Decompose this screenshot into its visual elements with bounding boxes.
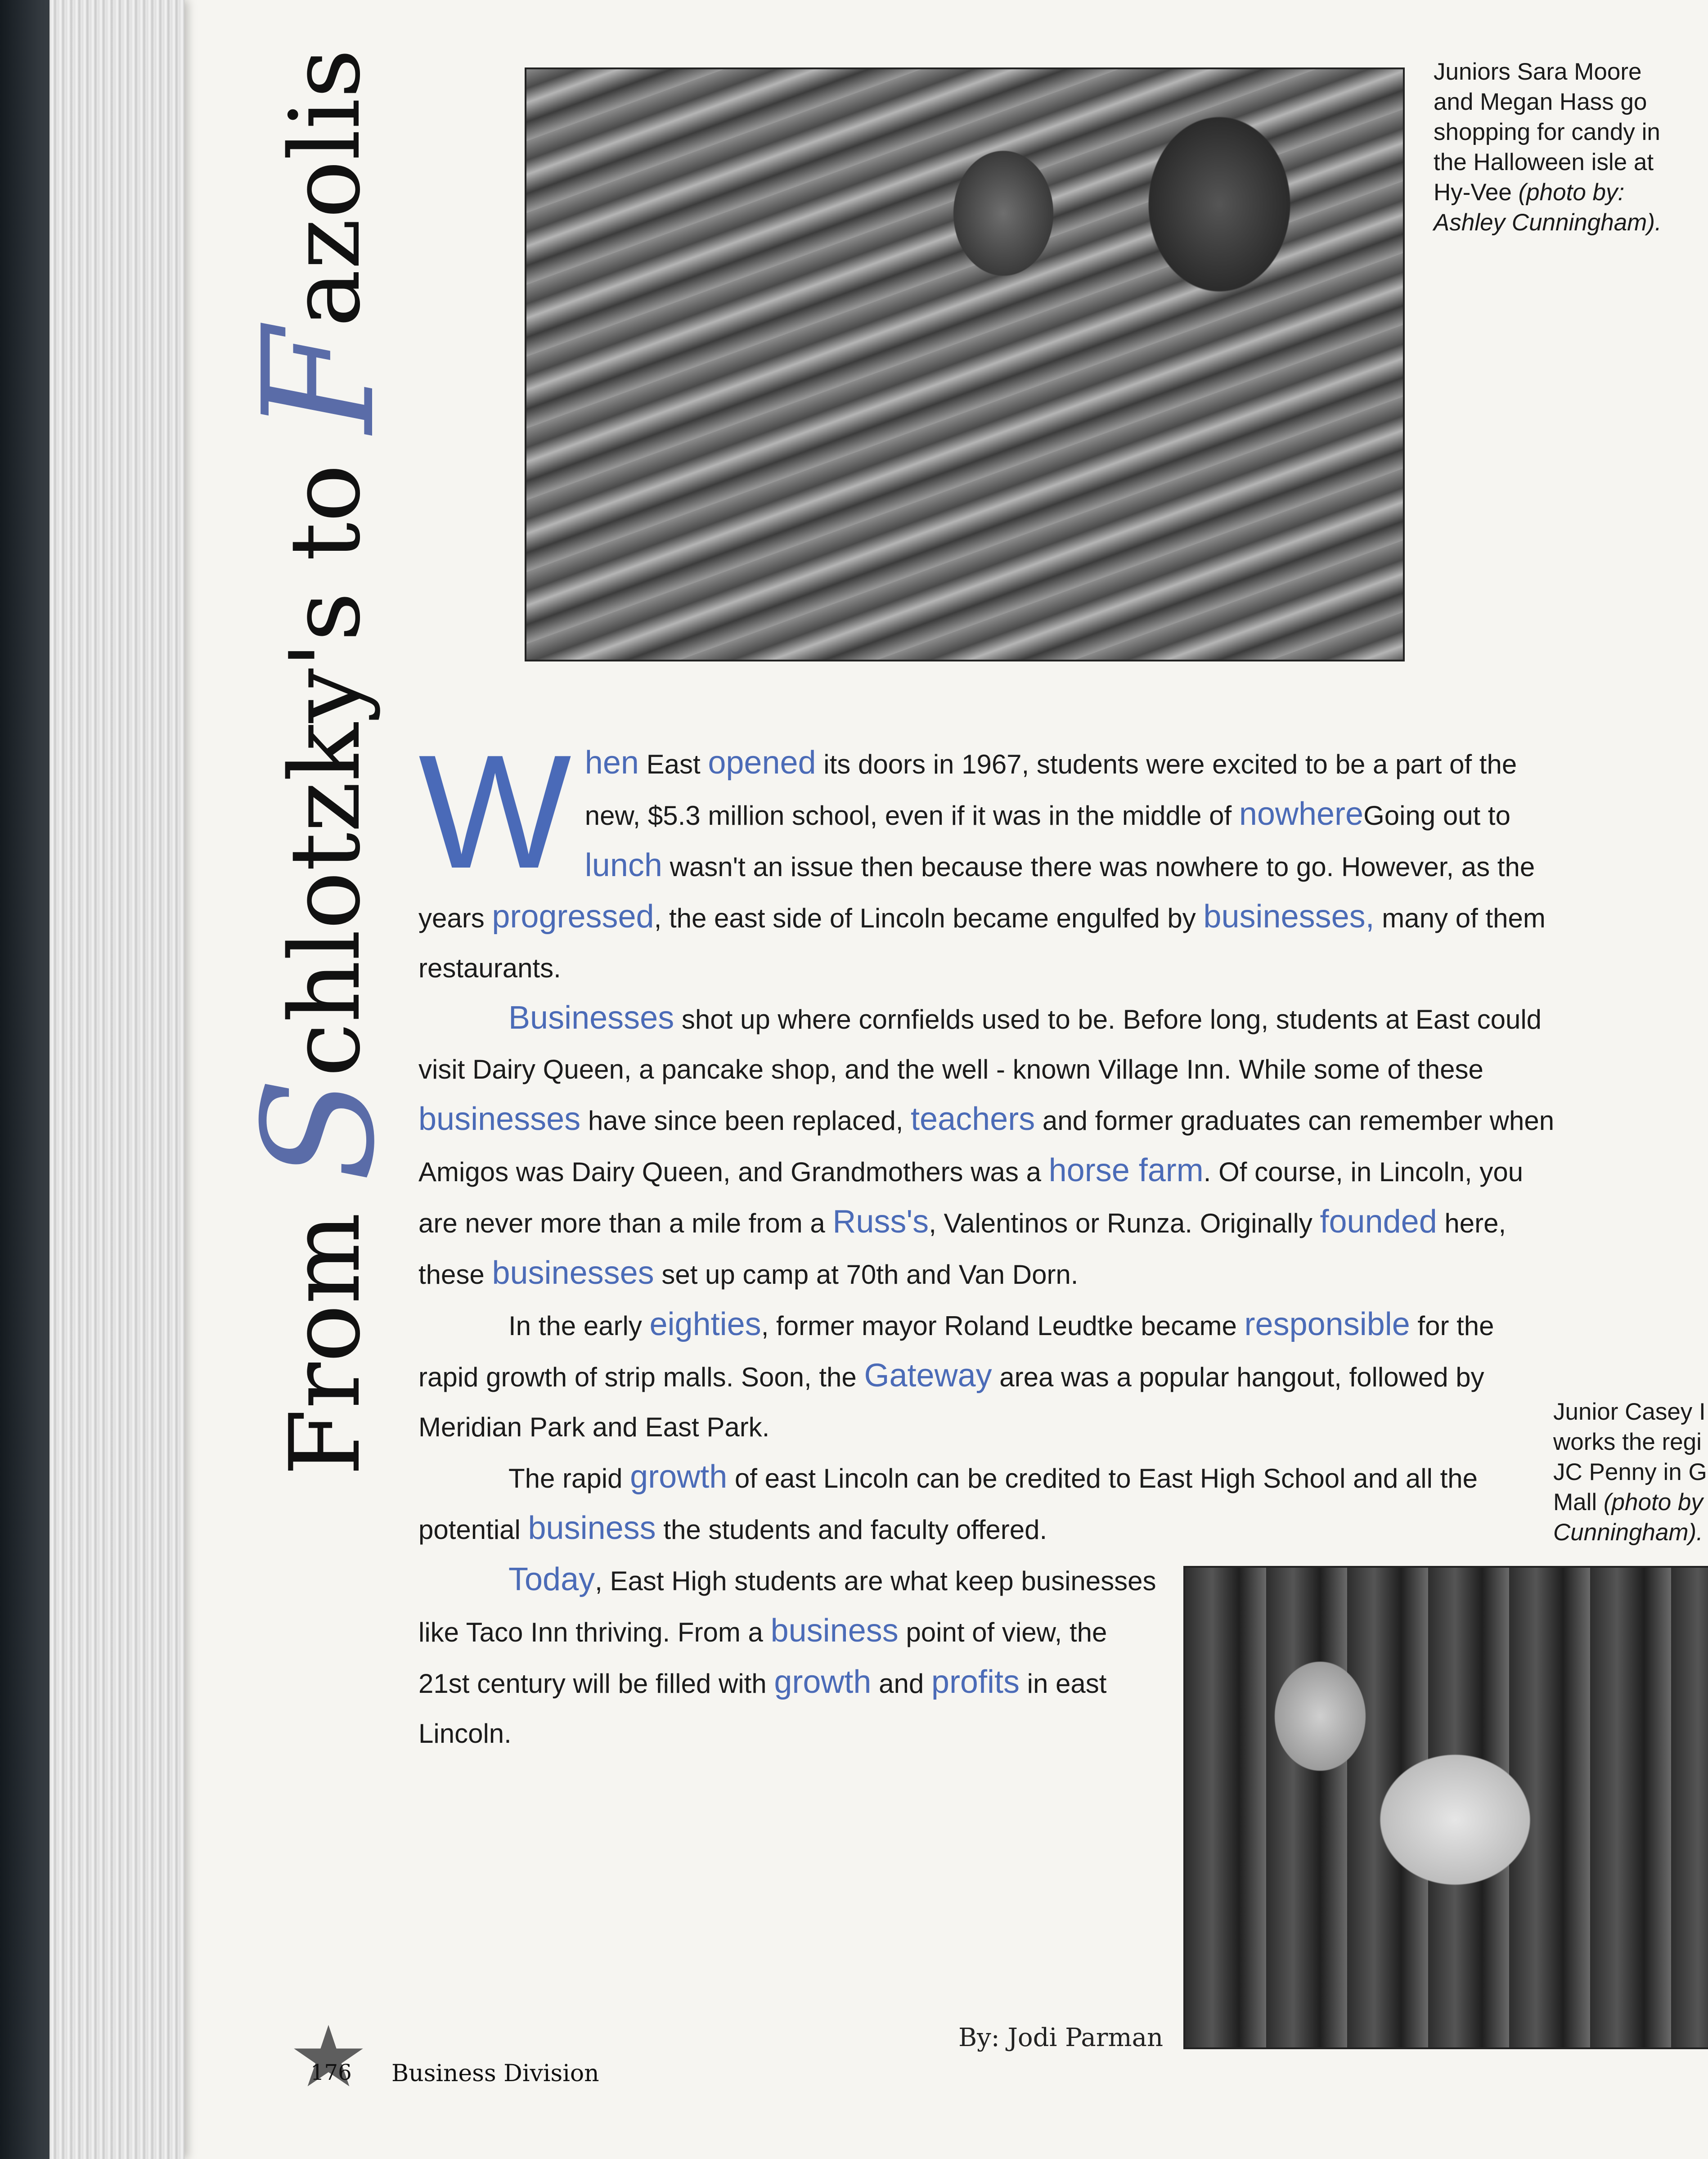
- highlighted-word: Today: [508, 1561, 595, 1597]
- body-text: . Of course, in Lincoln, you are never more than a mile from a: [418, 1157, 1524, 1238]
- highlighted-word: teachers: [911, 1101, 1035, 1137]
- highlighted-word: growth: [630, 1459, 728, 1495]
- article-paragraph: [418, 721, 1557, 993]
- byline: By: Jodi Parman: [958, 2023, 1164, 2052]
- photo-shopping: [525, 67, 1405, 661]
- body-text: set up camp at 70th and Van Dorn.: [654, 1259, 1079, 1290]
- photo-caption-bottom: [1553, 1397, 1708, 1545]
- caption-credit: (photo by: Ashley Cunningham).: [1434, 179, 1662, 236]
- body-text: for the rapid growth of strip malls. Soon, the: [418, 1311, 1494, 1392]
- body-text: and former graduates can remember when Amigos was Dairy Queen, and Grandmothers was a: [418, 1106, 1555, 1187]
- highlighted-word: businesses,: [1203, 899, 1375, 935]
- highlighted-word: profits: [931, 1664, 1020, 1700]
- body-text: , former mayor Roland Leudtke became: [761, 1311, 1245, 1341]
- headline-container: [230, 49, 409, 1476]
- body-text: here, these: [418, 1208, 1506, 1290]
- highlighted-word: lunch: [584, 847, 662, 883]
- body-text: have since been replaced,: [580, 1106, 911, 1136]
- caption-line: works the regi: [1553, 1429, 1702, 1455]
- body-text: and: [871, 1669, 931, 1699]
- highlighted-word: growth: [774, 1664, 872, 1700]
- highlighted-word: responsible: [1244, 1306, 1410, 1342]
- article-body: [418, 721, 1557, 1759]
- article-paragraph: [418, 1300, 1557, 1452]
- highlighted-word: Businesses: [508, 1000, 674, 1036]
- highlighted-word: Russ's: [832, 1204, 929, 1240]
- section-name: Business Division: [391, 2060, 599, 2087]
- highlighted-word: Gateway: [864, 1358, 992, 1394]
- caption-line: Mall: [1553, 1489, 1604, 1516]
- body-text: of east Lincoln can be credited to East High School and all the potential: [418, 1463, 1478, 1545]
- headline-ornate-letter: F: [230, 327, 409, 433]
- body-text: Going out to: [1363, 801, 1510, 831]
- body-text: in east Lincoln.: [418, 1669, 1107, 1749]
- headline-part: chlotzky's to: [269, 433, 382, 1077]
- binding-shadow: [0, 0, 49, 2159]
- highlighted-word: horse farm: [1048, 1152, 1204, 1188]
- body-text: point of view, the 21st century will be filled with: [418, 1617, 1107, 1699]
- caption-line: Junior Casey I: [1553, 1399, 1706, 1425]
- article-paragraph: [418, 993, 1557, 1300]
- drop-cap: W: [418, 721, 571, 902]
- article-paragraph: [418, 1555, 1165, 1759]
- headline-part: From: [269, 1182, 382, 1476]
- highlighted-word: business: [770, 1613, 899, 1649]
- body-text: wasn't an issue then because there was nowhere to go. However, as the years: [418, 852, 1535, 933]
- caption-text: Juniors Sara Moore and Megan Hass go shopping for candy in the Halloween isle at Hy-Vee: [1434, 58, 1660, 206]
- body-text: shot up where cornfields used to be. Before long, students at East could visit Dairy Queen, a pancake shop, and the well - known Village Inn. While some of these: [418, 1004, 1542, 1084]
- highlighted-word: businesses: [418, 1101, 581, 1137]
- photo-caption-top: [1434, 57, 1668, 238]
- caption-line: JC Penny in G: [1553, 1459, 1707, 1485]
- body-text: , the east side of Lincoln became engulfed by: [654, 903, 1204, 933]
- highlighted-word: businesses: [492, 1255, 654, 1291]
- article-paragraph: [418, 1452, 1557, 1555]
- body-text: In the early: [508, 1311, 650, 1341]
- highlighted-word: progressed: [492, 899, 654, 935]
- headline-ornate-letter: S: [230, 1077, 409, 1182]
- body-text: many of them restaurants.: [418, 903, 1546, 983]
- body-text: , East High students are what keep businesses like Taco Inn thriving. From a: [418, 1566, 1156, 1647]
- page-footer: [292, 2025, 697, 2088]
- body-text: The rapid: [508, 1463, 630, 1493]
- highlighted-word: business: [528, 1510, 656, 1546]
- page-edges: [49, 0, 184, 2159]
- body-text: its doors in 1967, students were excited to be a part of the new, $5.3 million school, even if it was in the middle of: [584, 749, 1517, 831]
- page-number: 176: [310, 2060, 352, 2085]
- highlighted-word: nowhere: [1239, 796, 1364, 832]
- headline-part: azolis: [269, 49, 382, 328]
- body-text: area was a popular hangout, followed by Meridian Park and East Park.: [418, 1362, 1484, 1442]
- caption-credit: (photo by: [1603, 1489, 1703, 1516]
- body-text: , Valentinos or Runza. Originally: [929, 1208, 1320, 1238]
- highlighted-word: eighties: [649, 1306, 761, 1342]
- body-text: East: [638, 749, 708, 779]
- body-text: the students and faculty offered.: [656, 1515, 1047, 1545]
- highlighted-word: opened: [708, 745, 816, 781]
- highlighted-word: founded: [1320, 1204, 1437, 1240]
- headline: [230, 49, 409, 1476]
- highlighted-word: hen: [584, 745, 639, 781]
- caption-credit: Cunningham).: [1553, 1519, 1703, 1545]
